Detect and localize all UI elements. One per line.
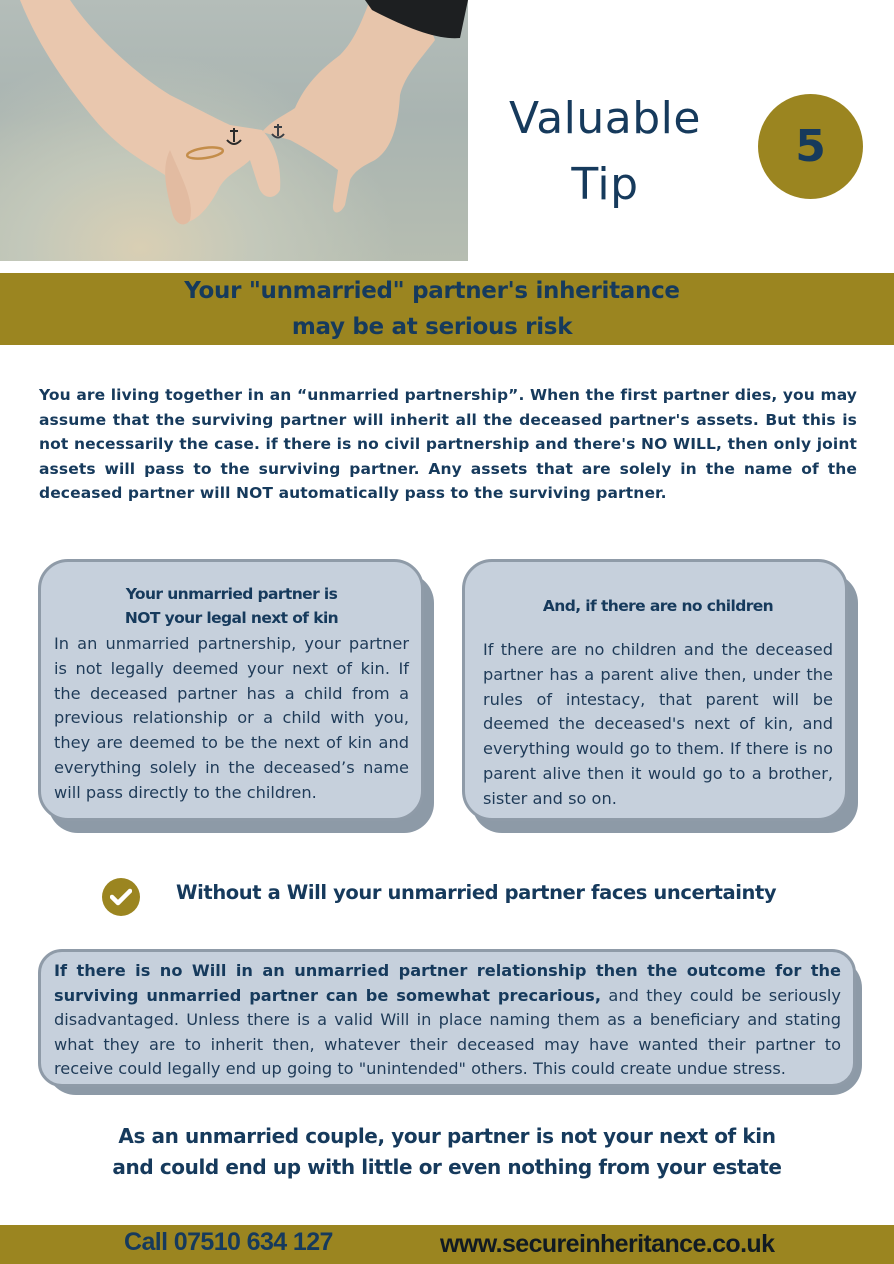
tip-title-line1: Valuable [509,93,701,144]
tip-number-badge [758,94,863,199]
headline-line2: may be at serious risk [291,314,573,340]
warning-bold-text: If there is no Will in an unmarried partner relationship then the outcome for the surviving unmarried partner can be somewhat precarious, [54,961,841,1005]
headline-line1: Your "unmarried" partner's inheritance [184,278,680,304]
hero-photo [0,0,468,261]
section-heading: Without a Will your unmarried partner faces uncertainty [176,881,777,904]
check-row [102,878,140,916]
card-body: In an unmarried partnership, your partner is not legally deemed your next of kin. If the deceased partner has a child from a previous relationship or a child with you, they are deemed to be the next of kin and everything solely in the deceased’s name will pass directly to the children. [54,634,409,802]
tip-title [495,86,715,218]
card-next-of-kin [38,559,434,833]
check-circle-icon [102,878,140,916]
tip-number: 5 [795,121,826,172]
footer-website-link[interactable]: www.secureinheritance.co.uk [440,1230,775,1258]
headline-band [0,273,894,345]
warning-box [38,949,862,1095]
card-title: Your unmarried partner is NOT your legal next of kin [124,585,339,627]
warning-text [54,959,841,1082]
footer-phone-link[interactable]: Call 07510 634 127 [124,1228,333,1256]
card-body: If there are no children and the deceased partner has a parent alive then, under the rules of intestacy, that parent will be deemed the deceased's next of kin, and everything would go to them. If there is no parent alive then it would go to a brother, sister and so on. [483,640,833,808]
card-title: And, if there are no children [542,597,774,615]
intro-paragraph: You are living together in an “unmarried partnership”. When the first partner dies, you may assume that the surviving partner will inherit all the deceased partner's assets. But this is not necessarily the case. if there is no civil partnership and there's NO WILL, then only joint assets will pass to the surviving partner. Any assets that are solely in the name of the deceased partner will NOT automatically pass to the surviving partner. [39,386,857,503]
linked-hands-illustration [0,0,468,261]
card-no-children [462,559,858,833]
closing-statement: As an unmarried couple, your partner is not your next of kin and could end up with little or even nothing from your estate [112,1124,782,1179]
warning-normal-text: and they could be seriously disadvantaged. Unless there is a valid Will in place naming them as a beneficiary and stating what they are to inherit then, whatever their deceased may have wanted their partner to receive could legally end up going to "unintended" others. This could create undue stress. [54,985,841,1079]
tip-title-line2: Tip [571,159,639,210]
headline [184,273,679,345]
